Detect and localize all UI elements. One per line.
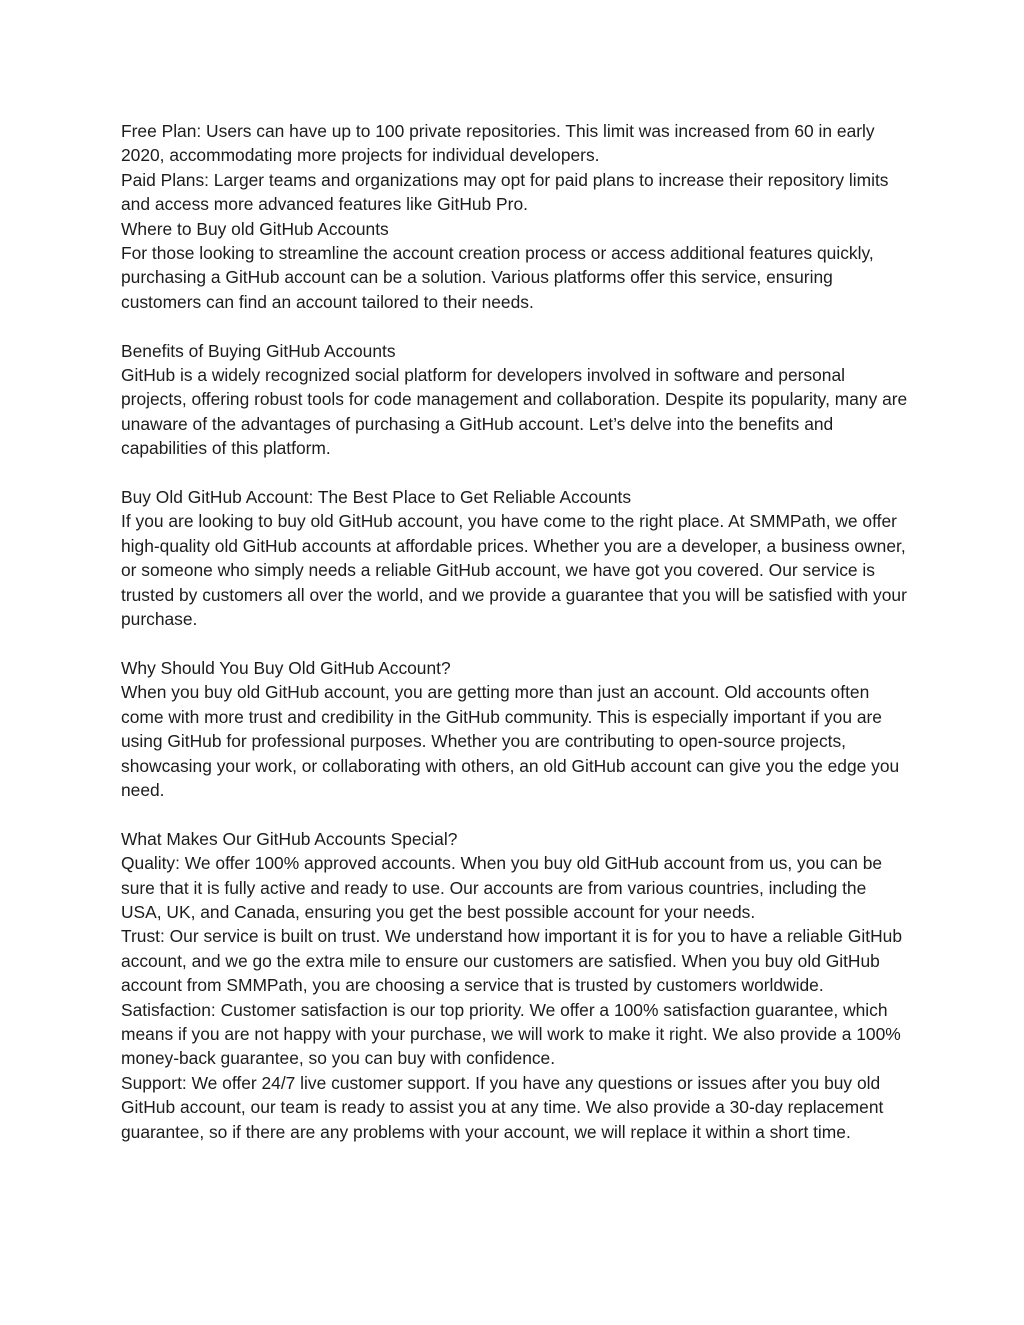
- paragraph-satisfaction: Satisfaction: Customer satisfaction is our top priority. We offer a 100% satisfaction guarantee, which means if you are not happy with your purchase, we will work to make it right. We also provide a 100% money-back guarantee, so you can buy with confidence.: [121, 999, 901, 1069]
- paragraph-free-plan: Free Plan: Users can have up to 100 private repositories. This limit was increased from 60 in early 2020, accommodating more projects for individual developers.: [121, 121, 875, 166]
- heading-benefits: Benefits of Buying GitHub Accounts: [121, 340, 396, 361]
- paragraph-support: Support: We offer 24/7 live customer support. If you have any questions or issues after you buy old GitHub account, our team is ready to assist you at any time. We also provide a 30-day replacement guarantee, so if there are any problems with your account, we will replace it within a short time.: [121, 1072, 884, 1142]
- paragraph-why-buy: When you buy old GitHub account, you are getting more than just an account. Old accounts often come with more trust and credibility in the GitHub community. This is especially important if you are using GitHub for professional purposes. Whether you are contributing to open-source projects, showcasing your work, or collaborating with others, an old GitHub account can give you the edge you need.: [121, 682, 900, 800]
- heading-why-buy: Why Should You Buy Old GitHub Account?: [121, 657, 451, 678]
- heading-what-makes-special: What Makes Our GitHub Accounts Special?: [121, 828, 458, 849]
- paragraph-spacer: [121, 314, 911, 338]
- paragraph-benefits: GitHub is a widely recognized social platform for developers involved in software and personal projects, offering robust tools for code management and collaboration. Despite its popularity, many are unaware of the advantages of purchasing a GitHub account. Let’s delve into the benefits and capabilities of this platform.: [121, 365, 908, 459]
- heading-best-place: Buy Old GitHub Account: The Best Place to Get Reliable Accounts: [121, 487, 632, 508]
- paragraph-spacer: [121, 461, 911, 485]
- paragraph-where-to-buy: For those looking to streamline the account creation process or access additional features quickly, purchasing a GitHub account can be a solution. Various platforms offer this service, ensuring customers can find an account tailored to their needs.: [121, 243, 874, 312]
- paragraph-trust: Trust: Our service is built on trust. We understand how important it is for you to have a reliable GitHub account, and we go the extra mile to ensure our customers are satisfied. When you buy old GitHub account from SMMPath, you are choosing a service that is trusted by customers worldwide.: [121, 926, 902, 996]
- paragraph-quality: Quality: We offer 100% approved accounts. When you buy old GitHub account from us, you can be sure that it is fully active and ready to use. Our accounts are from various countries, including the USA, UK, and Canada, ensuring you get the best possible account for your needs.: [121, 853, 883, 922]
- paragraph-spacer: [121, 632, 911, 656]
- paragraph-paid-plans: Paid Plans: Larger teams and organizations may opt for paid plans to increase their repository limits and access more advanced features like GitHub Pro.: [121, 169, 889, 215]
- heading-where-to-buy: Where to Buy old GitHub Accounts: [121, 218, 389, 239]
- document-body: [121, 119, 911, 1144]
- paragraph-spacer: [121, 802, 911, 826]
- paragraph-best-place: If you are looking to buy old GitHub account, you have come to the right place. At SMMPath, we offer high-quality old GitHub accounts at affordable prices. Whether you are a developer, a business owner, or someone who simply needs a reliable GitHub account, we have got you covered. Our service is trusted by customers all over the world, and we provide a guarantee that you will be satisfied with your purchase.: [121, 511, 907, 630]
